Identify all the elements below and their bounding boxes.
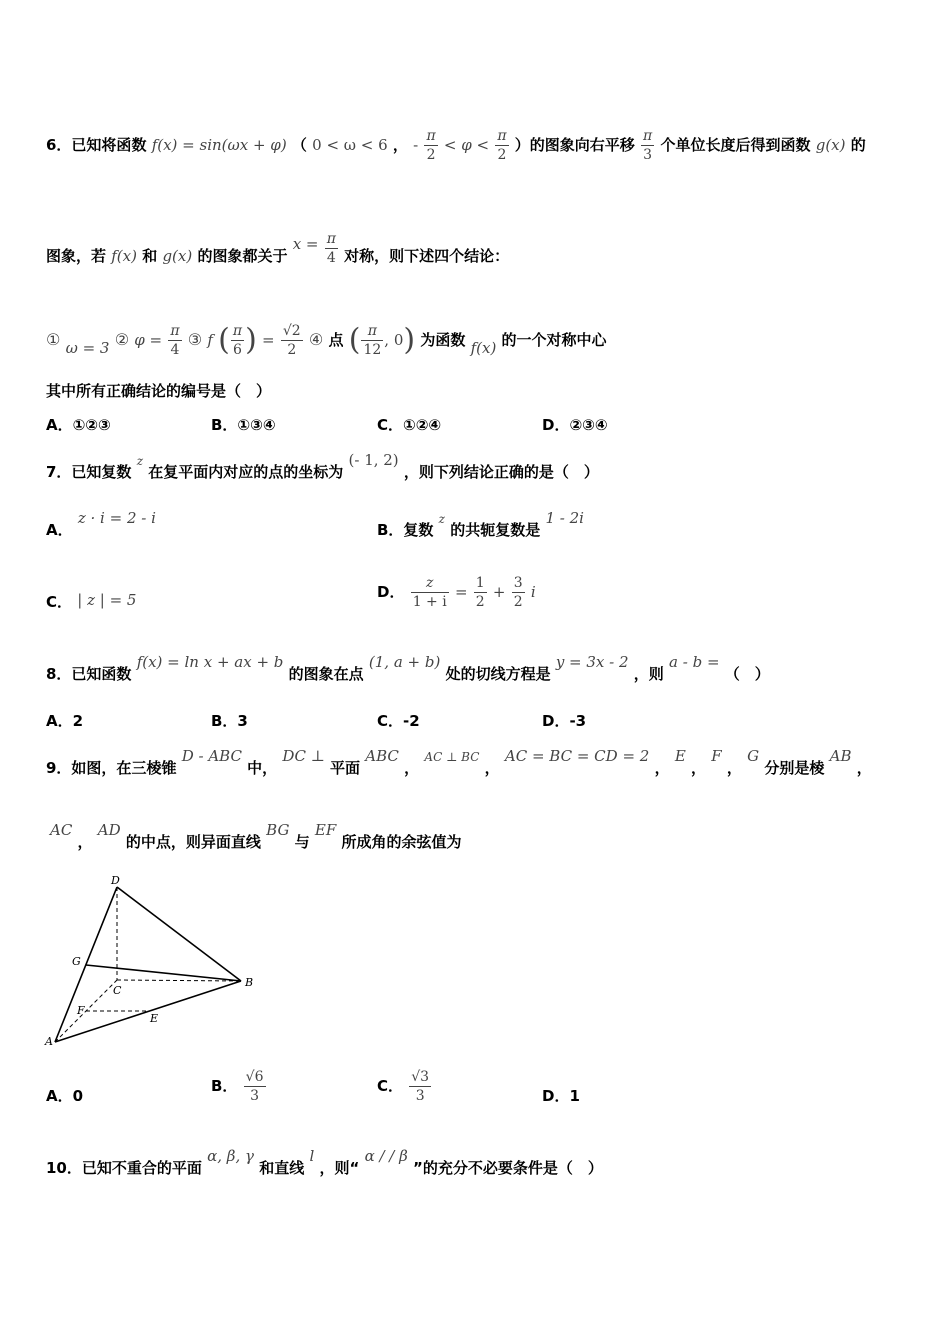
q9-b-den: 3 (250, 1088, 260, 1104)
q8-option-c: C．-2 (377, 712, 420, 730)
label-B: B (245, 976, 254, 989)
q6-option-d: D．②③④ (542, 416, 608, 434)
q8-func: f(x) = ln x + ax + b (136, 653, 284, 671)
q9-option-b (211, 1064, 267, 1108)
q7-a-math: z · i = 2 - i (77, 509, 156, 527)
q6-c4-lparen: ( (348, 322, 361, 358)
q10-rel: α / / β (364, 1147, 408, 1165)
q7-d-frac (411, 574, 449, 611)
q7-d-d2: 2 (513, 594, 523, 610)
q6-stem-a: 6．已知将函数 (46, 136, 147, 154)
q6-c4-pt: 点 (328, 331, 344, 349)
q7-stem-c: ，则下列结论正确的是（ ） (403, 463, 599, 481)
q6-stem-line2 (46, 231, 510, 275)
q7-z: z (136, 454, 144, 468)
q6-c4-rparen: ) (403, 322, 416, 358)
q6-c3-eq: = (262, 331, 275, 349)
q6-conclusions (46, 322, 607, 359)
q10-stem (46, 1147, 603, 1178)
q9-stem-d: 分别是棱 (764, 759, 825, 777)
q8-expr: a - b = (669, 653, 720, 671)
q6-c1: ω = 3 (65, 339, 110, 357)
q6-c4-f: f(x) (470, 339, 497, 357)
q7-d-frac2 (512, 574, 525, 611)
label-F: F (77, 1004, 85, 1017)
q6-cond2-num1: π (426, 128, 436, 144)
q7-d-den: 1 + i (412, 594, 447, 610)
q9-G: G (747, 747, 760, 765)
q7-option-d (377, 570, 536, 614)
q6-stem-c: 个单位长度后得到函数 (660, 136, 811, 154)
q6-c2-den: 4 (170, 342, 180, 358)
q10-stem-b: 和直线 (259, 1159, 305, 1177)
q10-stem-a: 10．已知不重合的平面 (46, 1159, 202, 1177)
q6-c4-den: 12 (363, 342, 382, 358)
segment-GB (86, 965, 241, 981)
q9-comma5: ， (726, 759, 742, 777)
q8-stem-e: （ ） (724, 665, 770, 683)
q9-AC: AC (50, 821, 73, 839)
q7-c-math: | z | = 5 (77, 591, 137, 609)
q6-ask: 其中所有正确结论的编号是（ ） (46, 382, 272, 400)
edge-CB (117, 980, 241, 981)
q9-BG: BG (266, 821, 290, 839)
q9-c-frac (409, 1068, 431, 1105)
q8-option-b: B．3 (211, 712, 248, 730)
q7-d-frac1 (474, 574, 487, 611)
q6-c4-frac (361, 322, 383, 359)
q6-cond2-frac2 (495, 127, 508, 164)
q7-d-eq: = (454, 583, 468, 601)
q9-c-den: 3 (415, 1088, 425, 1104)
q9-stem-g: 所成角的余弦值为 (341, 833, 462, 851)
q6-c3-rden: 2 (287, 342, 297, 358)
q10-planes: α, β, γ (207, 1147, 254, 1165)
q8-option-d: D．-3 (542, 712, 587, 730)
q7-b-z: z (438, 512, 445, 526)
q6-line2-c: 的图象都关于 (197, 247, 288, 265)
q6-cond2-den2: 2 (497, 147, 507, 163)
q6-c4-tail: , 0 (384, 331, 404, 349)
q9-b-num: √6 (245, 1069, 264, 1085)
q6-axis-num: π (326, 231, 336, 247)
q9-plane: ABC (365, 747, 399, 765)
q6-c4-num: π (361, 322, 383, 341)
q6-shift-frac (641, 127, 654, 164)
q9-stem-b: 中， (247, 759, 278, 777)
q6-g2: g(x) (162, 247, 193, 265)
q6-c4-b: 为函数 (420, 331, 466, 349)
q6-cond2-num2: π (497, 128, 507, 144)
q9-stem-line2 (50, 821, 462, 852)
q9-pyramid-figure (40, 870, 270, 1055)
q7-stem (46, 451, 599, 483)
q6-c3-lparen: ( (218, 322, 230, 358)
q6-cond2-den1: 2 (426, 147, 436, 163)
q8-tangent: y = 3x - 2 (555, 653, 629, 671)
q7-b-text: 的共轭复数是 (450, 521, 541, 539)
q6-c1-mark: ① (46, 330, 61, 349)
q9-comma4: ， (691, 759, 707, 777)
q6-stem-line1 (46, 127, 866, 164)
label-A: A (45, 1035, 53, 1048)
label-C: C (113, 984, 122, 997)
q9-E: E (674, 747, 686, 765)
q6-comma: ， (392, 136, 408, 154)
q6-c3-f: f (207, 331, 213, 349)
q9-pyr: D - ABC (181, 747, 242, 765)
q8-point: (1, a + b) (368, 653, 441, 671)
q10-stem-c: ，则“ (319, 1159, 360, 1177)
q9-option-d: D．1 (542, 1087, 580, 1105)
q9-stem-line1 (46, 747, 872, 779)
q6-axis-lhs: x = (292, 235, 319, 253)
q9-c-num: √3 (411, 1069, 430, 1085)
q6-c4-mark: ④ (308, 330, 324, 349)
q6-c4-c: 的一个对称中心 (501, 331, 607, 349)
q8-stem-a: 8．已知函数 (46, 665, 132, 683)
q6-option-b: B．①③④ (211, 416, 276, 434)
q6-axis-frac (325, 230, 338, 267)
q8-option-a: A．2 (46, 712, 84, 730)
q6-cond2-mid: < φ < (443, 136, 490, 154)
q9-AD: AD (97, 821, 121, 839)
q8-stem-c: 处的切线方程是 (445, 665, 551, 683)
q10-stem-d: ”的充分不必要条件是（ ） (413, 1159, 603, 1177)
q9-b-label: B． (211, 1077, 238, 1095)
q6-line2-d: 对称，则下述四个结论： (344, 247, 510, 265)
q7-option-b (377, 509, 584, 541)
q6-f2: f(x) (111, 247, 137, 265)
q9-c-label: C． (377, 1077, 404, 1095)
q9-comma2: ， (484, 759, 500, 777)
q6-c3-frac (231, 322, 244, 359)
q7-d-i: i (530, 583, 536, 601)
q6-g: g(x) (815, 136, 846, 154)
q9-EF: EF (314, 821, 337, 839)
q6-c3-mark: ③ (187, 330, 203, 349)
q6-c2-num: π (170, 323, 180, 339)
q7-d-label: D． (377, 583, 405, 601)
q10-l: l (309, 1147, 315, 1165)
q9-perp1: DC ⊥ (282, 747, 325, 765)
q6-stem-b: ）的图象向右平移 (514, 136, 635, 154)
q6-cond2-left: - (413, 136, 419, 154)
q6-line2-a: 图象，若 (46, 247, 107, 265)
q6-option-c: C．①②④ (377, 416, 442, 434)
q6-c3-rnum: √2 (282, 323, 301, 339)
q7-d-num: z (411, 574, 449, 593)
q7-stem-a: 7．已知复数 (46, 463, 132, 481)
q6-cond-open: （ (291, 136, 307, 154)
q7-d-plus: + (492, 583, 506, 601)
q6-shift-num: π (643, 128, 653, 144)
q7-c-label: C． (46, 593, 73, 611)
q7-option-c (46, 592, 136, 612)
q9-comma7: ， (77, 833, 93, 851)
q9-option-c (377, 1064, 432, 1108)
q6-c3-den: 6 (233, 342, 242, 358)
q7-b-label: B．复数 (377, 521, 434, 539)
q9-stem-e: 的中点，则异面直线 (125, 833, 261, 851)
q9-comma1: ， (404, 759, 420, 777)
q6-c2-frac (168, 322, 181, 359)
q6-cond2-frac1 (424, 127, 437, 164)
q9-AB: AB (829, 747, 852, 765)
q9-comma6: ， (856, 759, 872, 777)
q8-stem-d: ，则 (633, 665, 664, 683)
q6-stem-d: 的 (850, 136, 866, 154)
edge-DB (117, 887, 241, 981)
q9-option-a: A．0 (46, 1087, 84, 1105)
q6-c3-rfrac (281, 322, 303, 359)
q6-line2-b: 和 (142, 247, 158, 265)
q6-c2-lhs: φ = (134, 331, 163, 349)
q7-stem-b: 在复平面内对应的点的坐标为 (148, 463, 344, 481)
q9-stem-c: 平面 (330, 759, 361, 777)
q7-d-n1: 1 (475, 575, 485, 591)
q8-stem (46, 653, 770, 684)
q7-coord: (- 1, 2) (348, 451, 399, 469)
q8-stem-b: 的图象在点 (288, 665, 364, 683)
q6-c3-num: π (232, 323, 243, 339)
q6-func: f(x) = sin(ωx + φ) (151, 136, 287, 154)
q6-cond1: 0 < ω < 6 (312, 136, 388, 154)
q9-eqs: AC = BC = CD = 2 (504, 747, 650, 765)
q9-b-frac (244, 1068, 266, 1105)
edge-DA (55, 887, 117, 1042)
q9-perp2: AC ⊥ BC (424, 750, 480, 764)
q9-F: F (711, 747, 722, 765)
q7-option-a (46, 509, 156, 540)
q9-stem-f: 与 (294, 833, 310, 851)
q7-a-label: A． (46, 521, 73, 539)
q7-b-math: 1 - 2i (545, 509, 584, 527)
q9-stem-a: 9．如图，在三棱锥 (46, 759, 177, 777)
label-D: D (111, 874, 120, 887)
q6-axis-den: 4 (326, 250, 336, 266)
label-G: G (72, 955, 81, 968)
q9-comma3: ， (654, 759, 670, 777)
q6-c3-rparen: ) (245, 322, 257, 358)
label-E: E (150, 1012, 159, 1025)
q6-shift-den: 3 (643, 147, 653, 163)
q7-d-d1: 2 (475, 594, 485, 610)
q6-c2-mark: ② (114, 330, 130, 349)
q7-d-n2: 3 (513, 575, 523, 591)
q6-option-a: A．①②③ (46, 416, 111, 434)
